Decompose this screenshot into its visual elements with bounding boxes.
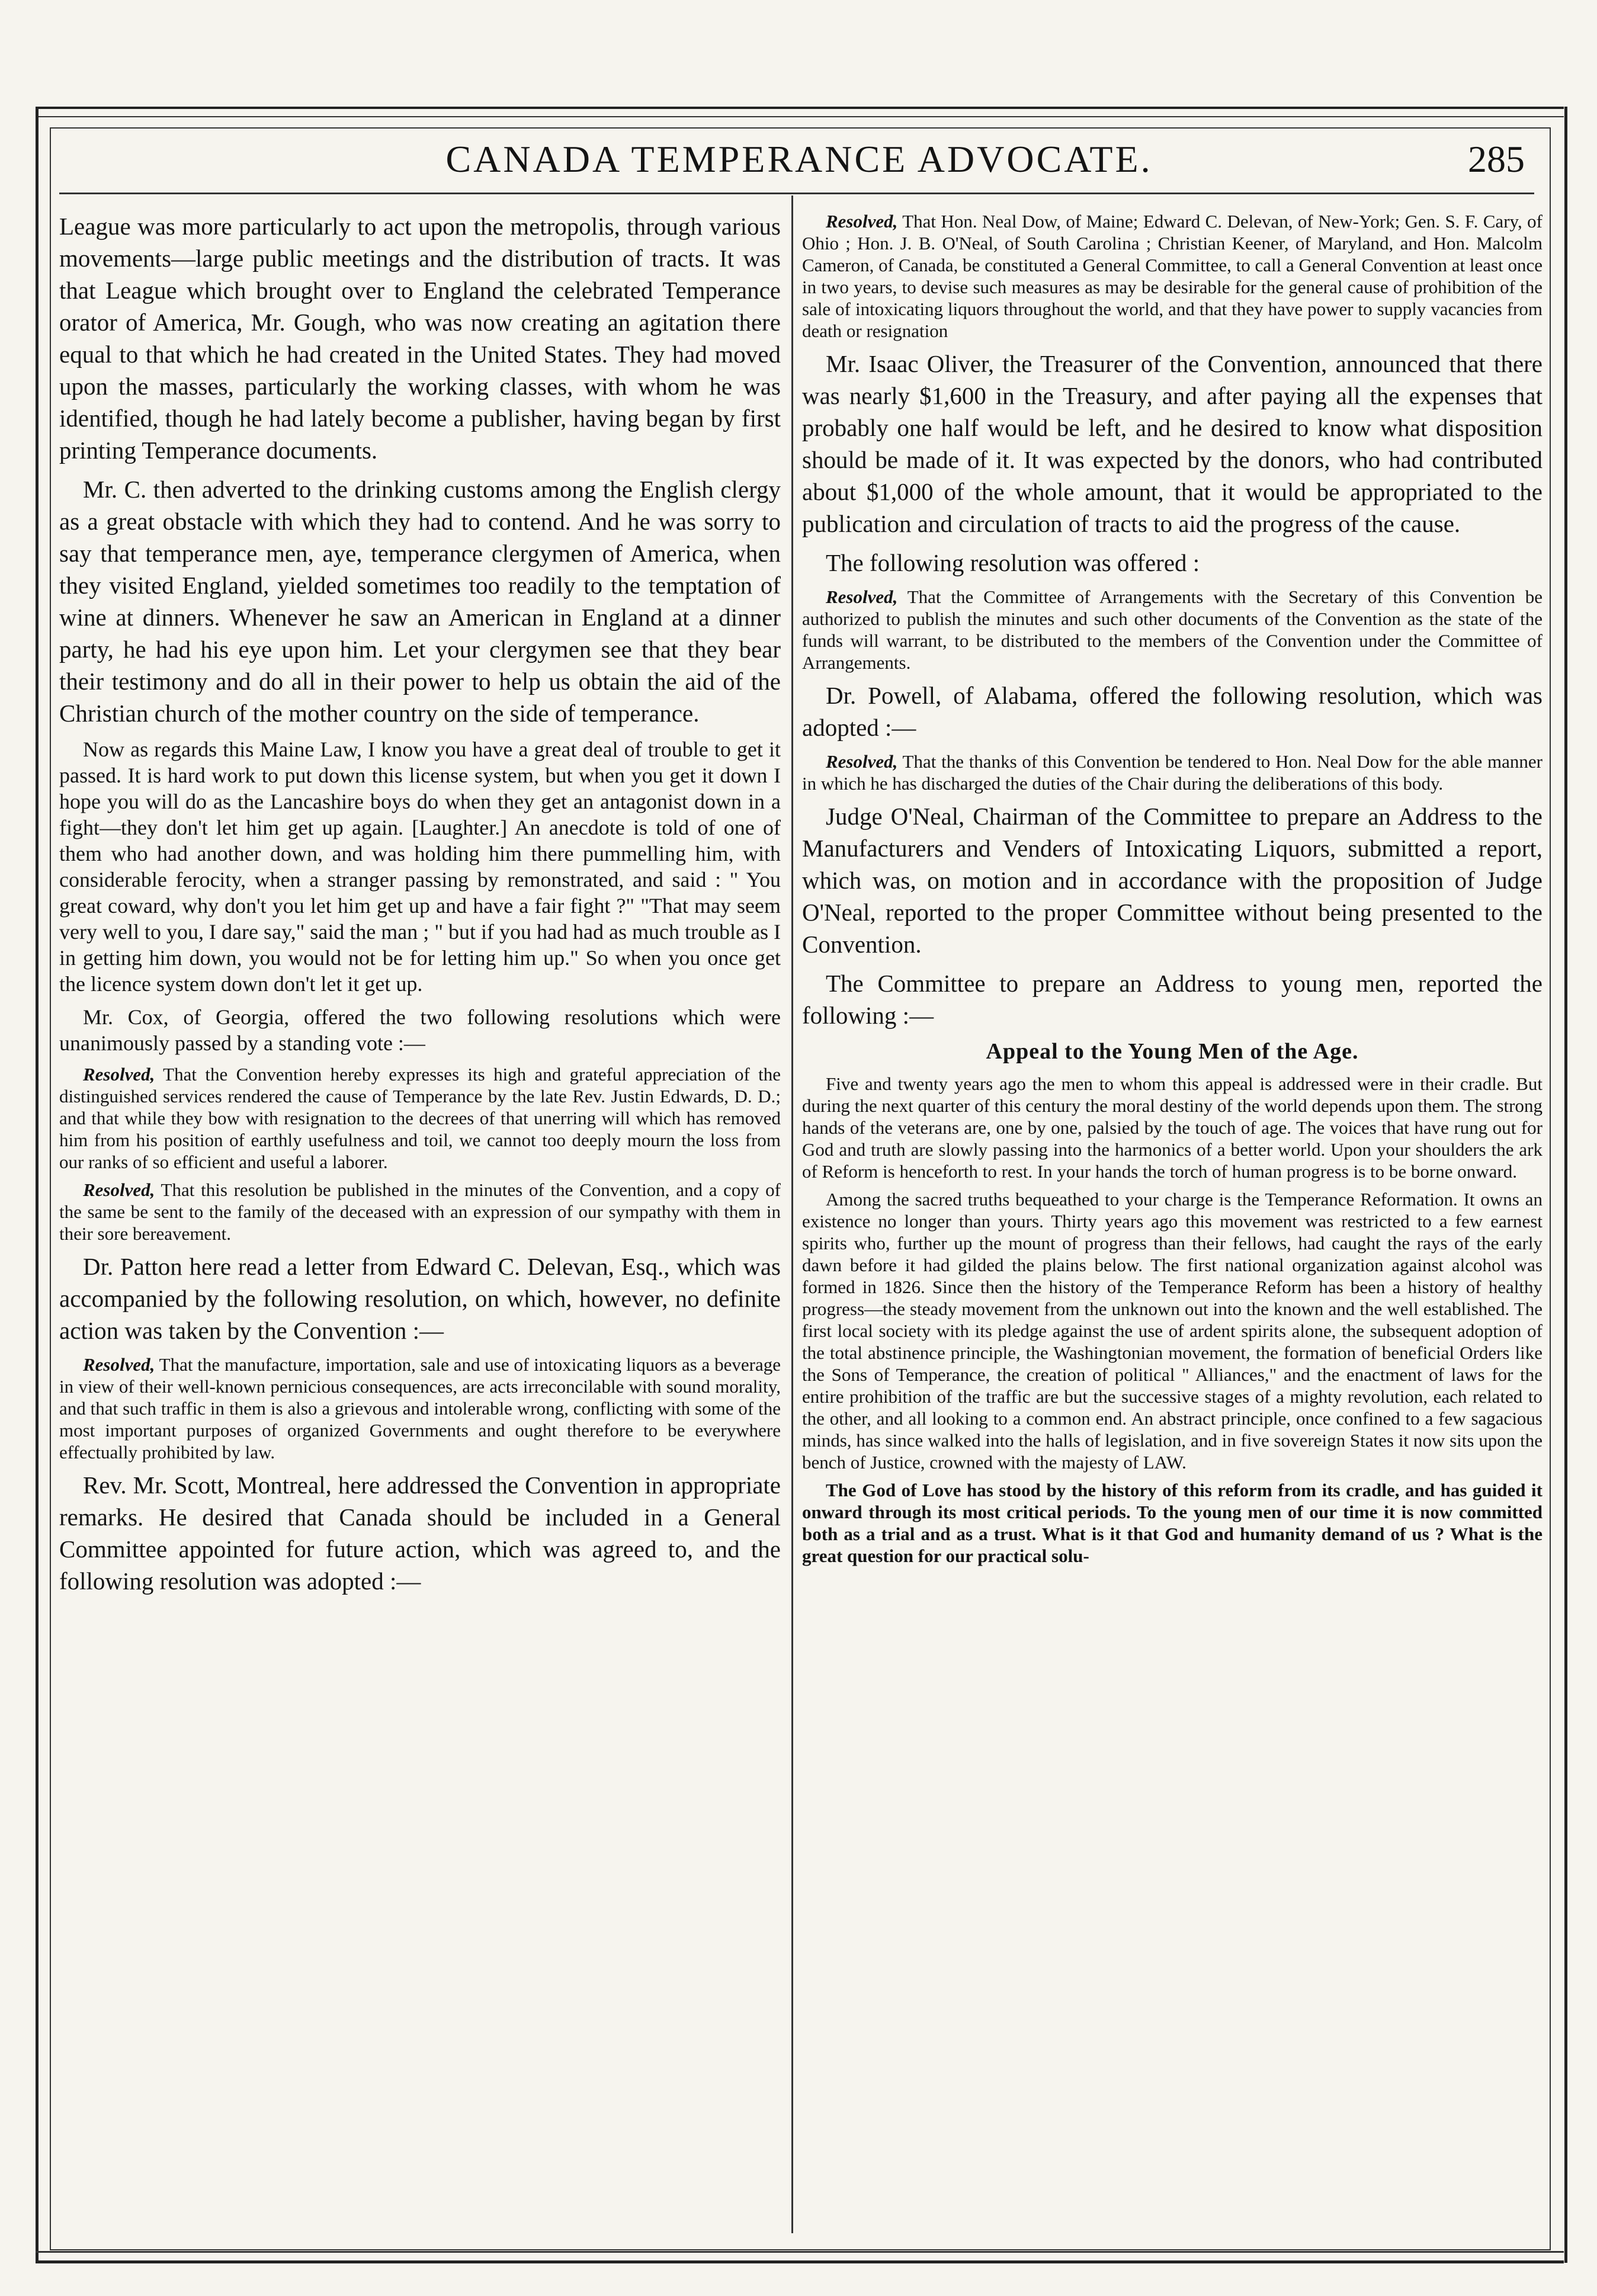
resolution (59, 1354, 781, 1463)
resolution (802, 210, 1543, 342)
appeal-paragraph: The God of Love has stood by the history of this reform from its cradle, and has guided it onward through its most critical periods. To the young men of our time it is now committed both as a trial and as a trust. What is it that God and humanity demand of us ? What is the great question for our practical solu- (802, 1480, 1543, 1566)
publication-title: CANADA TEMPERANCE ADVOCATE. (445, 138, 1153, 180)
appeal-paragraph: Five and twenty years ago the men to whom this appeal is addressed were in their cradle. But during the next quarter of this century the moral destiny of the world depends upon them. The strong hands of the veterans are, one by one, palsied by the touch of age. The voices that have rung out for God and truth are slowly passing into the harmonics of a better world. Upon your shoulders the ark of Reform is henceforth to rest. In your hands the torch of human progress is to be borne onward. (802, 1073, 1543, 1182)
resolution (802, 586, 1543, 674)
resolution (59, 1179, 781, 1245)
paragraph: Dr. Patton here read a letter from Edward C. Delevan, Esq., which was accompanied by the following resolution, on which, however, no definite action was taken by the Convention :— (59, 1253, 781, 1344)
resolved-label: Resolved, (826, 586, 898, 607)
paragraph: Mr. Isaac Oliver, the Treasurer of the Convention, announced that there was nearly $1,600 in the Treasury, and after paying all the expenses that probably one half would be left, and he desired to know what disposition should be made of it. It was expected by the donors, who had contributed about $1,000 of the whole amount, that it would be appropriated to the publication and circulation of tracts to aid the progress of the cause. (802, 350, 1543, 537)
resolution (59, 1063, 781, 1173)
resolution-text: That this resolution be published in the minutes of the Convention, and a copy of the same be sent to the family of the deceased with an expression of our sympathy with them in their sore bereavement. (59, 1179, 781, 1244)
resolved-label: Resolved, (83, 1354, 155, 1375)
paragraph: Rev. Mr. Scott, Montreal, here addressed the Convention in appropriate remarks. He desired that Canada should be included in a General Committee appointed for future action, which was agreed to, and the following resolution was adopted :— (59, 1471, 781, 1595)
bottom-border-thin (36, 2251, 1564, 2253)
appeal-heading: Appeal to the Young Men of the Age. (986, 1039, 1359, 1064)
resolution-text: That Hon. Neal Dow, of Maine; Edward C. Delevan, of New-York; Gen. S. F. Cary, of Ohio ; Hon. J. B. O'Neal, of South Carolina ; Christian Keener, of Maryland, and Hon. Malcolm Cameron, of Canada, be constituted a General Committee, to call a General Convention at least once in two years, to devise such measures as may be desirable for the general cause of prohibition of the sale of intoxicating liquors throughout the world, and that they have power to supply vacancies from death or resignation (802, 211, 1543, 341)
resolved-label: Resolved, (826, 211, 898, 232)
resolved-label: Resolved, (83, 1064, 155, 1085)
bottom-border-thick (36, 2260, 1564, 2263)
paragraph: League was more particularly to act upon the metropolis, through various movements—large public meetings and the distribution of tracts. It was that League which brought over to England the celebrated Temperance orator of America, Mr. Gough, who was now creating an agitation there equal to that which he had created in the United States. They had moved upon the masses, particularly the working classes, with whom he was identified, though he had lately become a publisher, having began by first printing Temperance documents. (59, 213, 781, 464)
resolution-text: That the Committee of Arrangements with the Secretary of this Convention be authorized to publish the minutes and such other documents of the Convention as the state of the funds will warrant, to be distributed to the members of the Convention under the Committee of Arrangements. (802, 586, 1543, 673)
left-column (59, 210, 781, 2248)
resolution (802, 751, 1543, 794)
paragraph: Dr. Powell, of Alabama, offered the following resolution, which was adopted :— (802, 682, 1543, 741)
paragraph: Judge O'Neal, Chairman of the Committee to prepare an Address to the Manufacturers and Venders of Intoxicating Liquors, submitted a report, which was, on motion and in accordance with the proposition of Judge O'Neal, reported to the proper Committee without being presented to the Convention. (802, 803, 1543, 958)
page-number: 285 (1468, 138, 1525, 180)
paragraph: The following resolution was offered : (826, 549, 1200, 576)
paragraph: Mr. Cox, of Georgia, offered the two following resolutions which were unanimously passed by a standing vote :— (59, 1005, 781, 1055)
resolution-text: That the manufacture, importation, sale and use of intoxicating liquors as a beverage in view of their well-known pernicious consequences, are acts irreconcilable with sound morality, and that such traffic in them is also a grievous and intolerable wrong, conflicting with some of the most important purposes of organized Governments and ought therefore to be everywhere effectually prohibited by law. (59, 1354, 781, 1463)
resolution-text: That the thanks of this Convention be tendered to Hon. Neal Dow for the able manner in which he has discharged the duties of the Chair during the deliberations of this body. (802, 751, 1543, 794)
paragraph: Mr. C. then adverted to the drinking customs among the English clergy as a great obstacle with which they had to contend. And he was sorry to say that temperance men, aye, temperance clergymen of America, when they visited England, yielded sometimes too readily to the temptation of wine at dinners. Whenever he saw an American in England at a dinner party, he had his eye upon him. Let your clergymen see that they bear their testimony and do all in their power to help us obtain the aid of the Christian church of the mother country on the side of temperance. (59, 476, 781, 727)
resolved-label: Resolved, (83, 1179, 155, 1200)
paragraph: Now as regards this Maine Law, I know you have a great deal of trouble to get it passed. It is hard work to put down this license system, but when you get it down I hope you will do as the Lancashire boys do when they get an antagonist down in a fight—they don't let him get up again. [Laughter.] An anecdote is told of one of them who had another down, and was holding him there pummelling him, with considerable ferocity, when a stranger passing by remonstrated, and said : " You great coward, why don't you let him get up and have a fair fight ?" "That may seem very well to you, I dare say," said the man ; " but if you had had as much trouble as I in getting him down, you would not be for letting him up." So when you once get the licence system down don't let it get up. (59, 737, 781, 996)
right-column (802, 210, 1543, 2248)
appeal-paragraph: Among the sacred truths bequeathed to your charge is the Temperance Reformation. It owns an existence no longer than yours. Thirty years ago this movement was restricted to a few earnest spirits who, further up the mount of progress than their fellows, had caught the rays of the early dawn before it had gilded the plains below. The first national organization against alcohol was formed in 1826. Since then the history of the Temperance Reform has been a history of healthy progress—the steady movement from the unknown out into the known and the well established. The first local society with its pledge against the use of ardent spirits alone, the subsequent adoption of the total abstinence principle, the Washingtonian movement, the formation of beneficial Orders like the Sons of Temperance, the creation of political " Alliances," and the enactment of laws for the entire prohibition of the traffic are but the successive stages of a mighty revolution, each related to the other, and all looking to a common end. An abstract principle, once confined to a few sagacious minds, has since walked into the halls of legislation, and in five sovereign States it now sits upon the bench of Justice, crowned with the majesty of LAW. (802, 1189, 1543, 1473)
column-divider (791, 195, 793, 2233)
page-header (50, 130, 1548, 195)
resolved-label: Resolved, (826, 751, 898, 772)
paragraph: The Committee to prepare an Address to young men, reported the following :— (802, 970, 1543, 1029)
header-rule (59, 193, 1534, 194)
resolution-text: That the Convention hereby expresses its high and grateful appreciation of the distinguished services rendered the cause of Temperance by the late Rev. Justin Edwards, D. D.; and that while they bow with resignation to the decrees of that unerring will which has removed him from his position of earthly usefulness and toil, we cannot too deeply mourn the loss from our ranks of so efficient and useful a laborer. (59, 1064, 781, 1172)
